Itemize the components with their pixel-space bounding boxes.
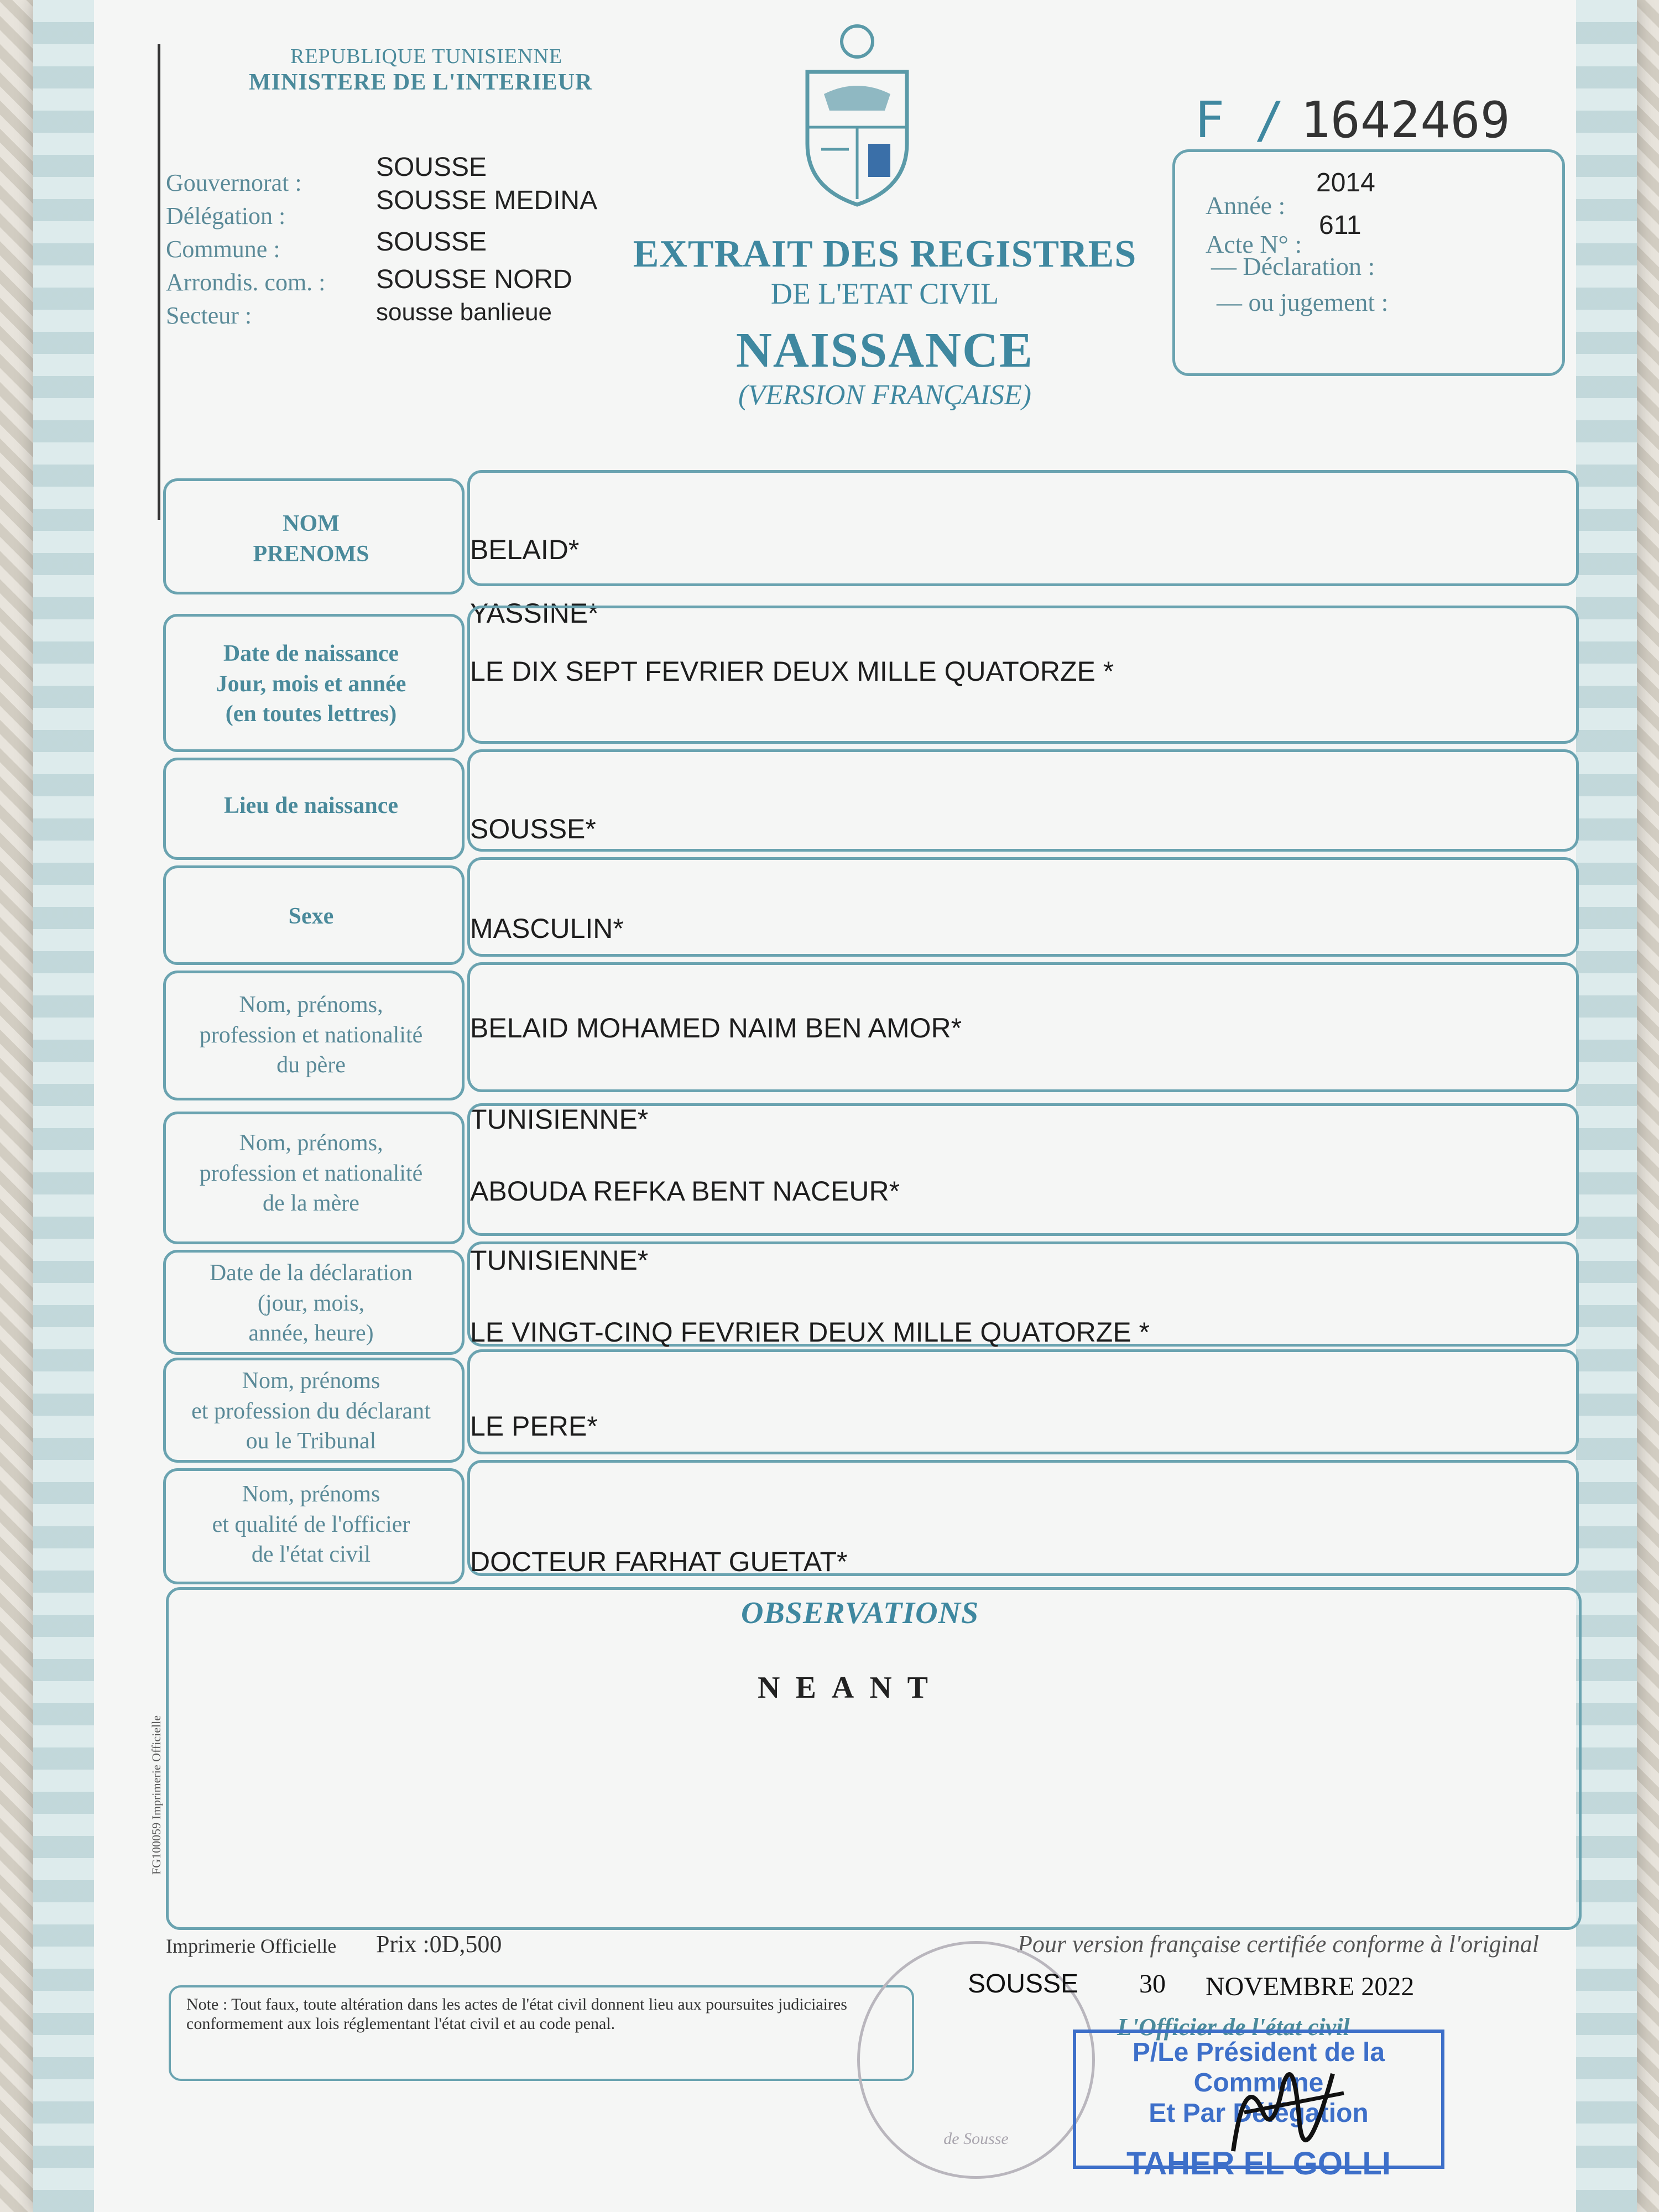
arrondissement-value: SOUSSE NORD — [376, 265, 572, 294]
document-title-block — [586, 232, 1183, 411]
title-extrait: EXTRAIT DES REGISTRES — [633, 233, 1137, 275]
right-guilloche-border — [1576, 0, 1637, 2212]
acte-number-label: Acte N° : — [1206, 230, 1302, 258]
issue-day: 30 — [1139, 1969, 1166, 1999]
acte-number-value: 611 — [1319, 211, 1361, 240]
row-value: TUNISIENNE* — [470, 1245, 649, 1276]
delegation-label: Délégation : — [166, 202, 286, 229]
printer-label: Imprimerie Officielle — [166, 1935, 337, 1957]
row-label: Date de naissance Jour, mois et année (en toutes lettres) — [216, 641, 406, 727]
stamp-line-president: P/Le Président de la Commune — [1132, 2038, 1385, 2098]
legal-note-text: Note : Tout faux, toute altération dans les actes de l'état civil donnent lieu aux poursuites judiciaires conformement aux lois réglementant l'état civil et au code penal. — [186, 1995, 847, 2033]
officer-label: L'Officier de l'état civil — [1117, 2013, 1350, 2041]
title-etat-civil: DE L'ETAT CIVIL — [770, 277, 999, 310]
row-value: MASCULIN* — [470, 913, 624, 944]
row-value-box — [467, 1349, 1579, 1454]
row-label: Nom, prénoms et profession du déclarant ou le Tribunal — [191, 1368, 431, 1454]
serial-prefix: F / — [1194, 91, 1285, 149]
observations-text: NEANT — [758, 1671, 944, 1705]
price-label: Prix :0D,500 — [376, 1931, 502, 1958]
arrondissement-label: Arrondis. com. : — [166, 269, 326, 296]
left-rule — [158, 44, 160, 520]
stamp-line-delegation: Et Par Délégation — [1149, 2099, 1369, 2128]
ministry-label: MINISTERE DE L'INTERIEUR — [249, 70, 593, 95]
declaration-label: — Déclaration : — [1211, 252, 1375, 280]
row-value: YASSINE* — [470, 598, 599, 629]
annee-label: Année : — [1206, 191, 1286, 220]
row-label: Date de la déclaration (jour, mois, année, heure) — [209, 1260, 413, 1347]
secteur-label: Secteur : — [166, 302, 252, 329]
row-label: NOM PRENOMS — [253, 511, 369, 567]
commune-value: SOUSSE — [376, 227, 487, 257]
row-value: LE DIX SEPT FEVRIER DEUX MILLE QUATORZE * — [470, 656, 1114, 687]
row-value: ABOUDA REFKA BENT NACEUR* — [470, 1176, 900, 1207]
serial-digits: 1642469 — [1300, 91, 1510, 149]
issue-place: SOUSSE — [968, 1969, 1079, 1999]
row-value: DOCTEUR FARHAT GUETAT* — [470, 1546, 848, 1577]
secteur-value: sousse banlieue — [376, 299, 552, 326]
acte-box — [1172, 149, 1565, 376]
delegation-value: SOUSSE MEDINA — [376, 186, 598, 215]
row-value: LE PERE* — [470, 1411, 598, 1442]
left-guilloche-border — [33, 0, 94, 2212]
row-value: LE VINGT-CINQ FEVRIER DEUX MILLE QUATORZE * — [470, 1317, 1150, 1348]
row-value: TUNISIENNE* — [470, 1104, 649, 1135]
row-label: Lieu de naissance — [223, 793, 399, 818]
observations-title: OBSERVATIONS — [741, 1596, 979, 1630]
gouvernorat-value: SOUSSE — [376, 153, 487, 182]
issue-month-year: NOVEMBRE 2022 — [1206, 1972, 1415, 2001]
row-label: Nom, prénoms, profession et nationalité de la mère — [199, 1130, 423, 1217]
serial-number — [1194, 91, 1510, 149]
legal-note-box — [169, 1985, 914, 2081]
row-value-box — [467, 1103, 1579, 1236]
certified-statement: Pour version française certifiée conforme à l'original — [1018, 1931, 1540, 1958]
row-value-box — [467, 470, 1579, 586]
birth-certificate-document: REPUBLIQUE TUNISIENNE MINISTERE DE L'INTERIEUR Gouvernorat : SOUSSE Délégation : SOUSSE MEDINA Commune : SOUSSE Arrondis. com. : SOUSSE NORD Secteur : sousse banlieue EXTRAIT DES REGISTRES DE L'ETAT CIVIL NAISSANCE (VERSION FRANÇAISE) F / 1642469 Année : 2014 Acte N° : 611 — Déclaration : — ou jugement : NOM PRENOMS BELAID* YASSINE* Date de naissance Jour, mois et année (en toutes lettres) LE DIX SEPT FEVRIER DEUX MILLE QUATORZE * Lieu de naissance SOUSSE* Sexe MASCULIN* Nom, prénoms, profession et nationalité du père BELAID MOHAMED NAIM BEN AMOR* TUNISIENNE* Nom, prénoms, profession et nationalité de la mère ABOUDA REFKA BENT NACEUR* TUNISIENNE* Date de la déclaration (jour, mois, année, heure) LE VINGT-CINQ FEVRIER DEUX MILLE QUATORZE * Nom, prénoms et profession du déclarant ou le Tribunal LE PERE* Nom, prénoms et qualité de l'officier de l'état civil DOCTEUR FARHAT GUETAT* OBSERVATIONS NEANT FG100059 Imprimerie Officielle Imprimerie Officielle Prix :0D,500 Pour version française certifiée conforme à l'original Note : Tout faux, toute altération dans les actes de l'état civil donnent lieu aux poursuites judiciaires conformement aux lois réglementant l'état civil et au code penal. de Sousse SOUSSE 30 NOVEMBRE 2022 L'Officier de l'état civil P/Le Président de la Commune Et Par Délégation TAHER EL GOLLI — [33, 0, 1637, 2212]
title-version: (VERSION FRANÇAISE) — [738, 379, 1031, 411]
row-value: SOUSSE* — [470, 813, 596, 844]
row-value: BELAID MOHAMED NAIM BEN AMOR* — [470, 1013, 962, 1044]
coat-of-arms-emblem — [791, 22, 924, 210]
row-label: Nom, prénoms et qualité de l'officier de l'état civil — [212, 1481, 410, 1568]
stamp-line-name: TAHER EL GOLLI — [1126, 2146, 1391, 2182]
row-label: Sexe — [288, 904, 334, 929]
seal-text: de Sousse — [943, 2130, 1009, 2148]
row-value-box — [467, 857, 1579, 957]
row-value: BELAID* — [470, 534, 580, 565]
gouvernorat-label: Gouvernorat : — [166, 169, 302, 196]
observations-box — [166, 1587, 1582, 1930]
annee-value: 2014 — [1316, 168, 1375, 197]
row-label: Nom, prénoms, profession et nationalité du père — [199, 992, 423, 1078]
title-naissance: NAISSANCE — [735, 323, 1034, 378]
row-value-box — [467, 749, 1579, 852]
commune-label: Commune : — [166, 236, 280, 263]
republic-label: REPUBLIQUE TUNISIENNE — [290, 45, 563, 68]
jugement-label: — ou jugement : — [1217, 288, 1389, 316]
officer-signature — [1211, 2041, 1355, 2184]
